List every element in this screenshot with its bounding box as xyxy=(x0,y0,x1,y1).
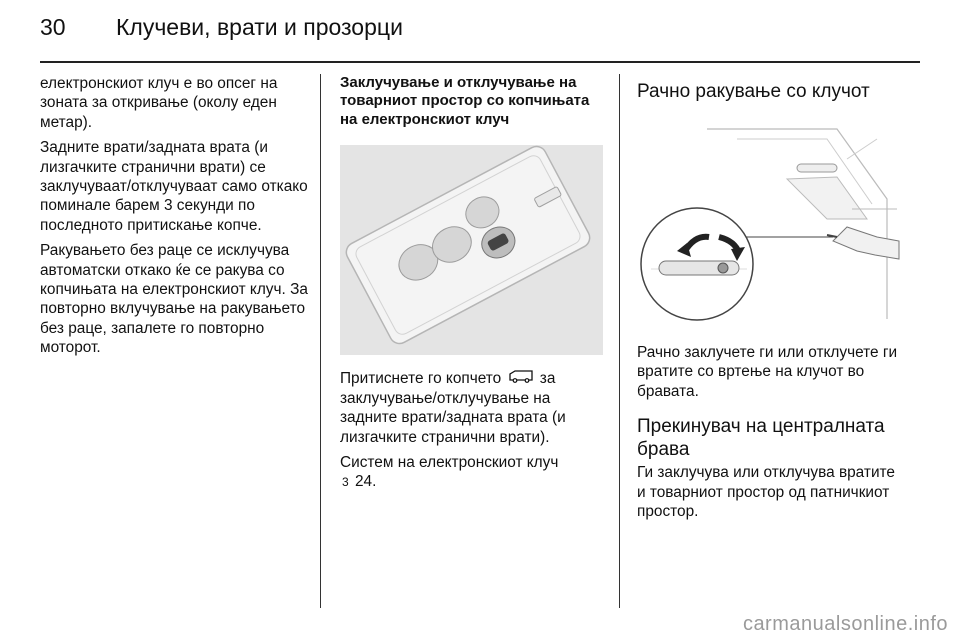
page-title: Клучеви, врати и прозорци xyxy=(116,14,403,40)
instruction-text: за заклучување/отклучување на задните врати/задната врата (и лизгачките странични врати). xyxy=(340,370,566,446)
paragraph: Ги заклучува или отклучува вратите и товарниот простор од патничкиот простор. xyxy=(637,464,895,521)
paragraph xyxy=(340,369,604,447)
electronic-key-figure xyxy=(340,145,603,355)
column-3 xyxy=(637,74,905,527)
paragraph: електронскиот клуч е во опсег на зоната за откривање (околу еден метар). xyxy=(40,75,278,131)
electronic-key-illustration xyxy=(340,145,603,355)
section-heading: Заклучување и отклучување на товарниот простор со копчињата на електронскиот клуч xyxy=(340,74,590,128)
page-reference-link[interactable]: 24. xyxy=(354,473,377,491)
column-divider-2 xyxy=(619,74,620,608)
reference-text: Систем на електронскиот клуч xyxy=(340,454,559,472)
manual-lock-figure xyxy=(637,119,905,329)
column-2 xyxy=(340,74,604,498)
page-number: 30 xyxy=(40,14,66,40)
van-icon xyxy=(508,369,534,388)
paragraph: Задните врати/задната врата (и лизгачките странични врати) се заклучуваат/отклучуваат само откако поминале барем 3 секунди по последното притискање копче. xyxy=(40,139,308,234)
watermark: carmanualsonline.info xyxy=(742,613,948,635)
section-heading: Рачно ракување со клучот xyxy=(637,81,870,102)
door-lock-illustration xyxy=(637,119,905,329)
paragraph xyxy=(340,453,604,492)
column-1 xyxy=(40,74,308,364)
column-divider-1 xyxy=(320,74,321,608)
section-heading: Прекинувач на централната брава xyxy=(637,416,885,461)
instruction-text: Притиснете го копчето xyxy=(340,370,502,388)
paragraph: Рачно заклучете ги или отклучете ги вратите со вртење на клучот во бравата. xyxy=(637,344,898,400)
header-rule xyxy=(40,61,920,63)
paragraph: Ракувањето без раце се исклучува автоматски откако ќе се ракува со копчињата на електронскиот клуч. За повторно вклучување на ракувањето без раце, запалете го повторно моторот. xyxy=(40,242,308,357)
page-header xyxy=(40,14,920,54)
reference-arrow-icon: 3 xyxy=(342,474,349,489)
